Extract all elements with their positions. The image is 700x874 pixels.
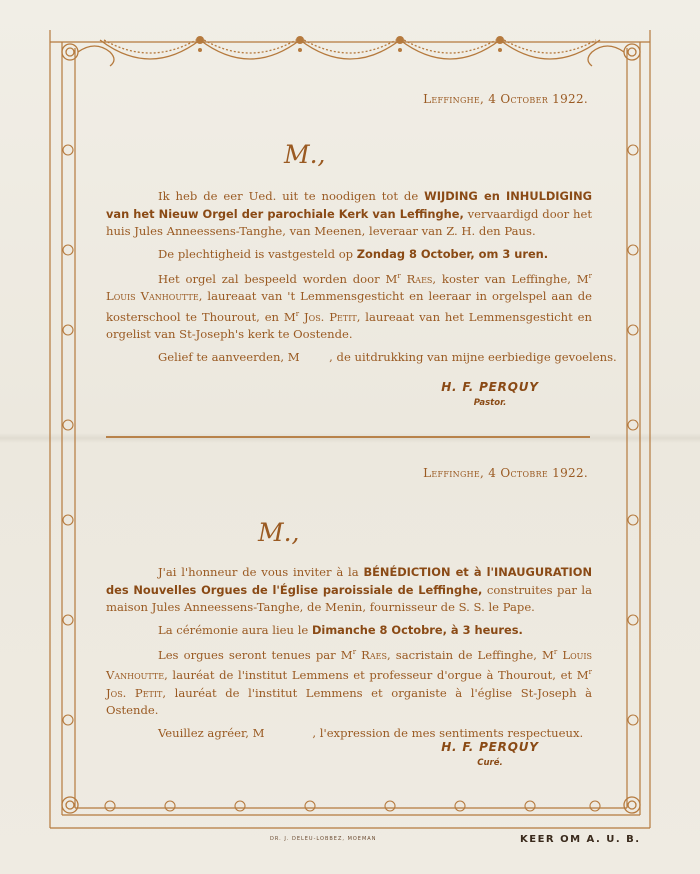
dutch-signature-role: Pastor.	[473, 398, 507, 408]
dutch-paragraph-1: Ik heb de eer Ued. uit te noodigen tot de WIJDING en INHULDIGING van het Nieuw Orgel der parochiale Kerk van Leffinghe, vervaardigd door het huis Jules Anneessens-Tanghe, van Meenen, leveraar van Z. H. den Paus.	[106, 189, 593, 238]
dutch-signature	[410, 380, 570, 408]
dutch-date: Leffinghe, 4 October 1922.	[423, 92, 588, 106]
french-signature	[410, 740, 570, 768]
french-paragraph-3: Les orgues seront tenues par $M^r$ Raes, sacristain de Leffinghe, $M^r$ Louis Vanhoutte, lauréat de l'institut Lemmens et professeur d'orgue à Thourout, et $M^r$ Jos. Petit, lauréat de l'institut Lemmens et organiste à l'église St-Joseph à Ostende.	[106, 647, 593, 718]
french-date: Leffinghe, 4 Octobre 1922.	[423, 466, 588, 480]
dutch-paragraph-4: Gelief te aanveerden, M , de uitdrukking van mijne eerbiedige gevoelens.	[158, 349, 617, 364]
turn-over-note: KEER OM A. U. B.	[520, 834, 641, 845]
dutch-paragraph-3: Het orgel zal bespeeld worden door $M^r$ Raes, koster van Leffinghe, $M^r$ Louis Vanhoutte, laureaat van 't Lemmensgesticht en leeraar in orgelspel aan de kosterschool te Thourout, en $M^r$ Jos. Petit, laureaat van het Lemmensgesticht en orgelist van St-Joseph's kerk te Oostende.	[106, 271, 593, 342]
french-paragraph-1: J'ai l'honneur de vous inviter à la BÉNÉDICTION et à l'INAUGURATION des Nouvelles Orgues de l'Église paroissiale de Leffinghe, construites par la maison Jules Anneessens-Tanghe, de Menin, fournisseur de S. S. le Pape.	[106, 565, 592, 614]
french-signature-name: H. F. PERQUY	[441, 740, 539, 754]
french-salutation: M.,	[258, 518, 300, 547]
dutch-body	[106, 188, 617, 371]
french-paragraph-4: Veuillez agréer, M , l'expression de mes sentiments respectueux.	[158, 725, 584, 740]
french-paragraph-2: La cérémonie aura lieu le Dimanche 8 Octobre, à 3 heures.	[158, 622, 523, 637]
dutch-salutation: M.,	[284, 140, 326, 169]
french-signature-role: Curé.	[477, 758, 503, 768]
dutch-paragraph-2: De plechtigheid is vastgesteld op Zondag 8 October, om 3 uren.	[158, 246, 549, 261]
dutch-signature-name: H. F. PERQUY	[441, 380, 539, 394]
section-divider	[106, 436, 590, 438]
printer-credit: DR. J. DELEU-LOBBEZ, MOEMAN	[270, 836, 377, 842]
french-body	[106, 564, 592, 747]
